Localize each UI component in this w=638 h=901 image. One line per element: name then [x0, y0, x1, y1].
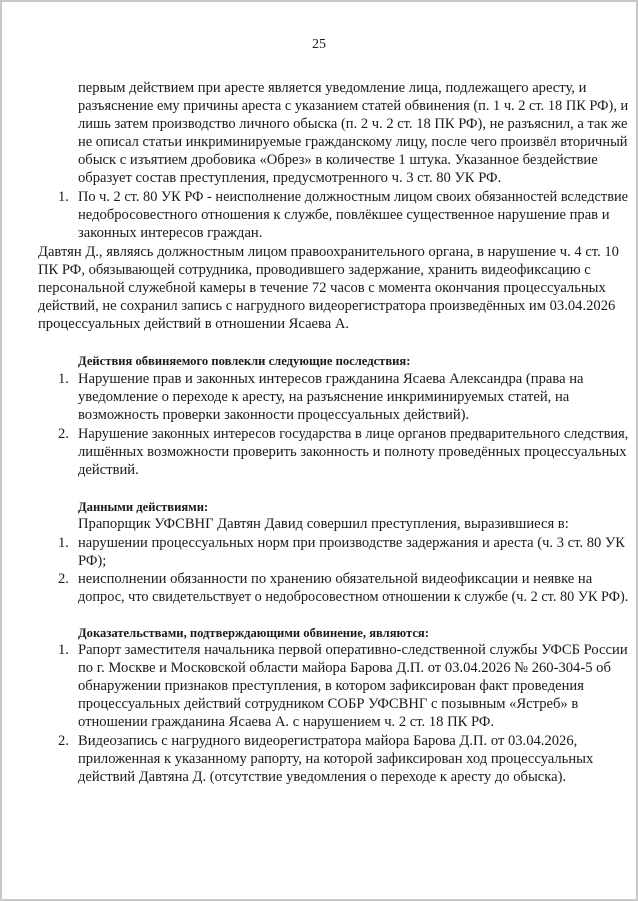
text-line: персональной служебной камеры в течение 72 часов с момента окончания процессуальных — [38, 280, 606, 296]
text-line: ПК РФ, обязывающей сотрудника, проводившего задержание, хранить видеофиксацию с — [38, 262, 591, 278]
text-line: разъяснение ему причины ареста с указанием статей обвинения (п. 1 ч. 2 ст. 18 ПК РФ), и — [78, 98, 629, 114]
list-item-line: уведомление о переходе к аресту, на разъяснение инкриминируемых статей, на — [78, 389, 570, 405]
list-item-line: допрос, что свидетельствует о недобросовестном отношении к службе (ч. 2 ст. 80 УК РФ). — [78, 589, 629, 605]
list-number: 1. — [58, 189, 69, 205]
list-item-line: неисполнении обязанности по хранению обязательной видеофиксации и неявке на — [78, 571, 593, 587]
list-number: 1. — [58, 642, 69, 658]
list-number: 2. — [58, 571, 69, 587]
section-heading-consequences: Действия обвиняемого повлекли следующие последствия: — [78, 354, 411, 368]
list-item-line: Нарушение прав и законных интересов гражданина Ясаева Александра (права на — [78, 371, 584, 387]
text-line: обыск с изъятием дробовика «Обрез» в количестве 1 штука. Указанное бездействие — [78, 152, 598, 168]
list-item-line: действий Давтяна Д. (отсутствие уведомления о переходе к аресту до обыска). — [78, 769, 567, 785]
list-item-line: возможность проверки законности процессуальных действий). — [78, 407, 470, 423]
text-line: не описал статьи инкриминируемые гражданскому лицу, после чего произвёл вторичный — [78, 134, 628, 150]
list-item-line: недобросовестного отношения к службе, повлёкшее существенное нарушение прав и — [78, 207, 610, 223]
list-item-line: обнаружении признаков преступления, в котором зафиксирован факт проведения — [78, 678, 584, 694]
list-item-line: процессуальных действий сотрудником СОБР УФСВНГ с позывным «Ястреб» в — [78, 696, 579, 712]
list-item-line: приложенная к указанному рапорту, на которой зафиксирован ход процессуальных — [78, 751, 594, 767]
list-item-line: законных интересов граждан. — [78, 225, 263, 241]
list-number: 2. — [58, 733, 69, 749]
text-line: Давтян Д., являясь должностным лицом правоохранительного органа, в нарушение ч. 4 ст. 10 — [38, 244, 619, 260]
text-line: образует состав преступления, предусмотренного ч. 3 ст. 80 УК РФ. — [78, 170, 502, 186]
text-line: процессуальных действий в отношении Ясаева А. — [38, 316, 350, 332]
section-heading-evidence: Доказательствами, подтверждающими обвинение, являются: — [78, 626, 429, 640]
list-number: 1. — [58, 535, 69, 551]
list-item-line: действий. — [78, 462, 139, 478]
text-line: действий, не сохранил запись с нагрудного видеорегистратора произведённых им 03.04.2026 — [38, 298, 616, 314]
text-line: Прапорщик УФСВНГ Давтян Давид совершил преступления, выразившиеся в: — [78, 516, 569, 532]
list-item-line: РФ); — [78, 553, 107, 569]
list-item-line: по г. Москве и Московской области майора Барова Д.П. от 03.04.2026 № 260-304-5 об — [78, 660, 611, 676]
list-item-line: нарушении процессуальных норм при производстве задержания и ареста (ч. 3 ст. 80 УК — [78, 535, 626, 551]
list-item-line: лишённых возможности проверить законность и полноту проведённых процессуальных — [78, 444, 627, 460]
section-heading-actions: Данными действиями: — [78, 500, 209, 514]
list-item-line: По ч. 2 ст. 80 УК РФ - неисполнение должностным лицом своих обязанностей вследствие — [78, 189, 629, 205]
list-item-line: Рапорт заместителя начальника первой оперативно-следственной службы УФСБ России — [78, 642, 628, 658]
list-number: 2. — [58, 426, 69, 442]
page-number: 25 — [312, 37, 326, 52]
text-line: лишь затем производство личного обыска (п. 2 ч. 2 ст. 18 ПК РФ), не разъяснил, а так же — [78, 116, 628, 132]
list-item-line: Видеозапись с нагрудного видеорегистратора майора Барова Д.П. от 03.04.2026, — [78, 733, 578, 749]
text-line: первым действием при аресте является уведомление лица, подлежащего аресту, и — [78, 80, 587, 96]
list-item-line: отношении гражданина Ясаева А. с нарушением ч. 2 ст. 18 ПК РФ. — [78, 714, 495, 730]
list-item-line: Нарушение законных интересов государства в лице органов предварительного следствия, — [78, 426, 629, 442]
list-number: 1. — [58, 371, 69, 387]
